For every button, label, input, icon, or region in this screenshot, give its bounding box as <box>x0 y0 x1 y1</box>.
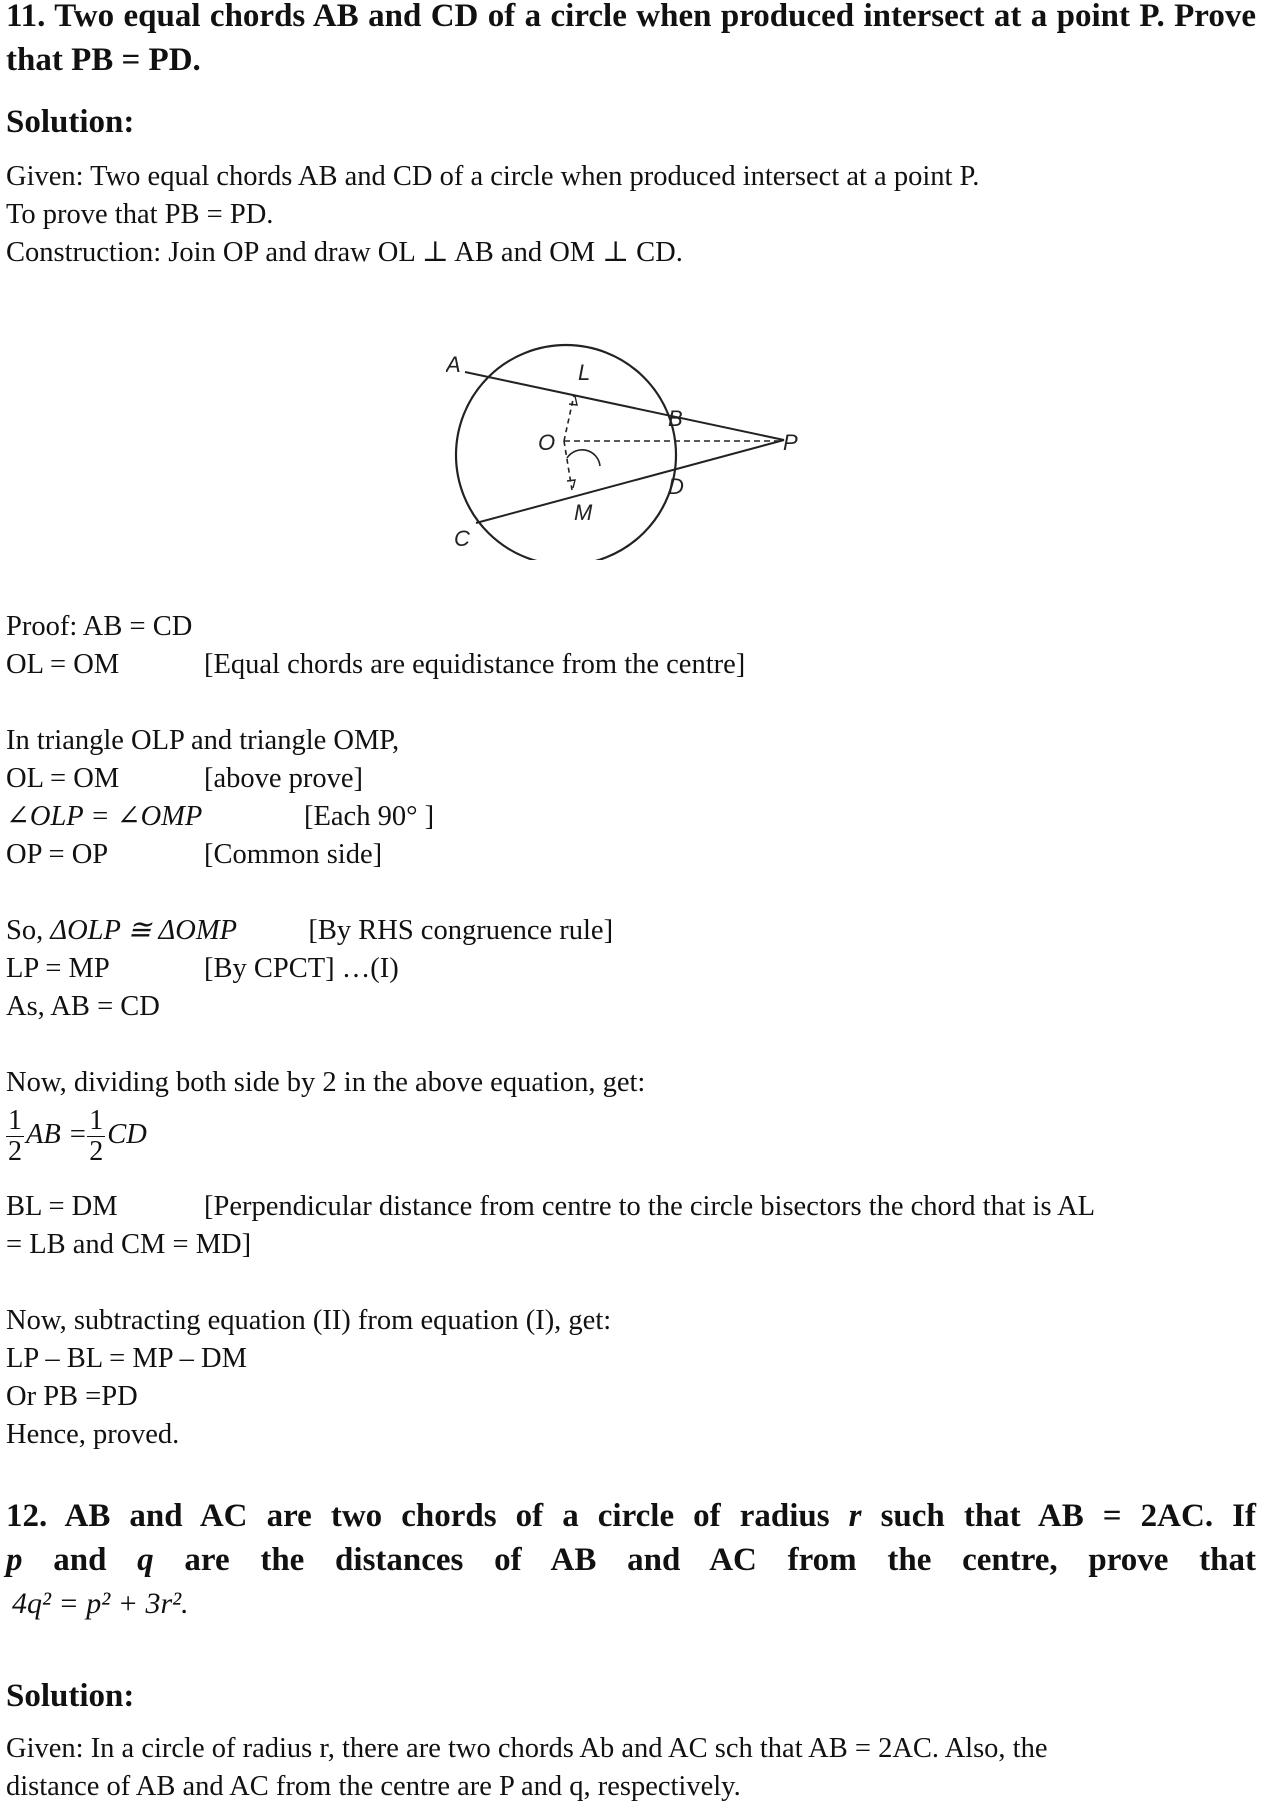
label-o: O <box>538 430 556 455</box>
question-12-row-2 <box>6 1538 1256 1582</box>
lp-mp-line <box>6 950 399 988</box>
q12-formula: 4q² = p² + 3r². <box>12 1587 189 1620</box>
congruence-math: ΔOLP ≅ ΔOMP <box>50 915 238 946</box>
label-a: A <box>446 352 461 377</box>
proof-line-2-left: OL = OM <box>6 649 120 680</box>
question-12-row-1 <box>6 1494 1256 1538</box>
lp-mp-reason: [By CPCT] …(I) <box>204 953 399 984</box>
line-cp <box>476 440 784 523</box>
question-11-title: 11. Two equal chords AB and CD of a circle when produced intersect at a point P. Prove that PB = PD. <box>6 0 1256 78</box>
label-m: M <box>574 500 593 525</box>
triangle-line-2-left: ∠OLP = ∠OMP <box>6 801 203 832</box>
frac-cd: CD <box>107 1119 147 1151</box>
right-angle-l <box>569 396 577 405</box>
question-12-title <box>6 1494 1256 1626</box>
frac-num-1: 1 <box>8 1105 22 1136</box>
solution-11-heading: Solution: <box>6 104 135 140</box>
or-line: Or PB =PD <box>6 1381 138 1412</box>
triangle-line-3-reason: [Common side] <box>204 839 383 870</box>
solution-12-given-2: distance of AB and AC from the centre are P and q, respectively. <box>6 1771 741 1802</box>
construction-text: Construction: Join OP and draw OL ⊥ AB and OM ⊥ CD. <box>6 237 683 268</box>
solution-12-heading: Solution: <box>6 1678 135 1714</box>
triangle-line-1-left: OL = OM <box>6 763 120 794</box>
dividing-line: Now, dividing both side by 2 in the above equation, get: <box>6 1067 646 1098</box>
proof-line-1: Proof: AB = CD <box>6 611 193 642</box>
q12-q: q <box>137 1542 154 1578</box>
line-om <box>564 441 572 490</box>
frac-den-2: 2 <box>89 1136 104 1167</box>
congruence-line <box>6 912 613 950</box>
hence-proved: Hence, proved. <box>6 1419 180 1450</box>
label-c: C <box>454 526 470 551</box>
triangle-line-3-left: OP = OP <box>6 839 109 870</box>
q12-part1: 12. AB and AC are two chords of a circle of radius <box>6 1498 849 1534</box>
q12-part3: and <box>22 1542 138 1578</box>
lp-bl-line: LP – BL = MP – DM <box>6 1343 247 1374</box>
as-line: As, AB = CD <box>6 991 160 1022</box>
circle-chords-figure <box>446 330 836 560</box>
frac-num-2: 1 <box>89 1105 104 1136</box>
label-l: L <box>578 360 591 385</box>
label-p: P <box>783 430 798 455</box>
q12-part4: are the distances of AB and AC from the centre, prove that <box>153 1542 1256 1578</box>
label-d: D <box>668 474 684 499</box>
line-ap <box>465 372 784 440</box>
so-prefix: So, <box>6 915 51 946</box>
frac-ab: AB = <box>26 1119 88 1151</box>
triangle-line-2 <box>6 798 434 836</box>
lp-mp-left: LP = MP <box>6 953 110 984</box>
given-text: Given: Two equal chords AB and CD of a circle when produced intersect at a point P. <box>6 161 980 192</box>
triangle-line-1 <box>6 760 363 798</box>
bl-dm-left: BL = DM <box>6 1191 118 1222</box>
bl-dm-continuation: = LB and CM = MD] <box>6 1229 252 1260</box>
q12-r: r <box>848 1498 862 1534</box>
bl-dm-reason: [Perpendicular distance from centre to the circle bisectors the chord that is AL <box>204 1191 1096 1222</box>
bl-dm-line <box>6 1188 1095 1226</box>
fraction-equation <box>6 1106 147 1167</box>
q12-p: p <box>6 1542 23 1578</box>
solution-12-given-1: Given: In a circle of radius r, there are two chords Ab and AC sch that AB = 2AC. Also, the <box>6 1733 1048 1764</box>
subtracting-line: Now, subtracting equation (II) from equation (I), get: <box>6 1305 612 1336</box>
proof-line-2-reason: [Equal chords are equidistance from the centre] <box>204 649 746 680</box>
triangle-line-1-reason: [above prove] <box>204 763 364 794</box>
triangle-line-3 <box>6 836 382 874</box>
angle-arc <box>567 450 600 466</box>
fraction-half-2 <box>87 1106 105 1167</box>
fraction-half-1 <box>6 1106 24 1167</box>
proof-line-2 <box>6 646 745 684</box>
triangle-line-2-reason: [Each 90° ] <box>304 801 435 832</box>
frac-den-1: 2 <box>8 1136 22 1167</box>
q12-part2: such that AB = 2AC. If <box>861 1498 1256 1534</box>
triangles-intro: In triangle OLP and triangle OMP, <box>6 725 400 756</box>
to-prove-text: To prove that PB = PD. <box>6 199 274 230</box>
congruence-reason: [By RHS congruence rule] <box>308 915 614 946</box>
line-ol <box>564 395 574 441</box>
label-b: B <box>668 406 683 431</box>
